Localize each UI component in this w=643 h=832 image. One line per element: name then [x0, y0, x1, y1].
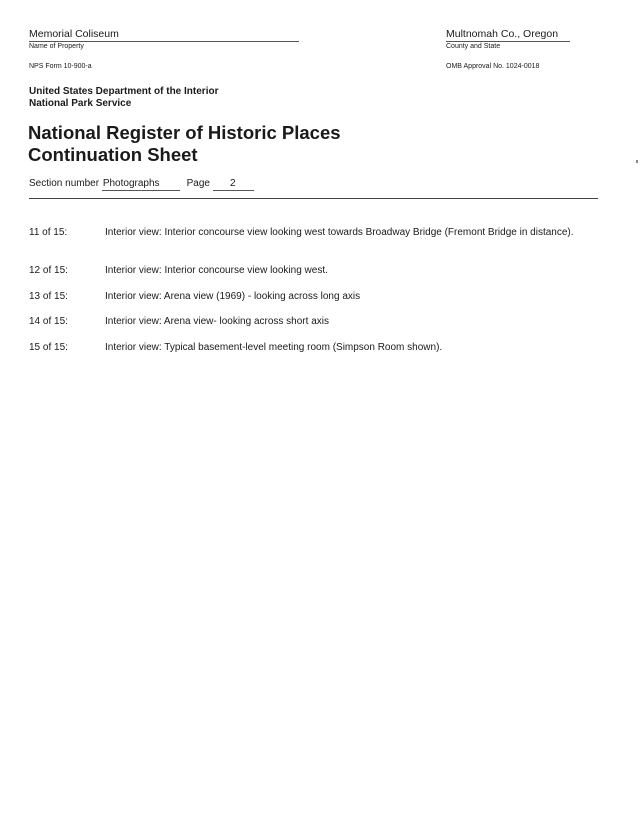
section-value: Photographs — [102, 177, 180, 191]
department-name: United States Department of the Interior — [29, 86, 219, 97]
property-name-caption: Name of Property — [29, 43, 84, 50]
photo-number: 14 of 15: — [29, 316, 68, 327]
photo-number: 12 of 15: — [29, 265, 68, 276]
photo-number: 13 of 15: — [29, 291, 68, 302]
photo-number: 11 of 15: — [29, 227, 68, 238]
agency-name: National Park Service — [29, 98, 132, 109]
photo-number: 15 of 15: — [29, 342, 68, 353]
scan-speck — [636, 160, 638, 163]
page-value: 2 — [213, 177, 254, 191]
divider — [29, 198, 598, 199]
county-state-caption: County and State — [446, 43, 501, 50]
photo-description: Interior view: Interior concourse view looking west. — [105, 265, 328, 276]
form-number: NPS Form 10-900-a — [29, 63, 92, 70]
section-number-line — [29, 177, 254, 191]
photo-description: Interior view: Typical basement-level meeting room (Simpson Room shown). — [105, 342, 443, 353]
section-label: Section number — [29, 178, 100, 189]
omb-approval: OMB Approval No. 1024-0018 — [446, 63, 540, 70]
page-label: Page — [186, 178, 210, 189]
page-title: National Register of Historic Places — [28, 122, 341, 143]
photo-description: Interior view: Arena view- looking across short axis — [105, 316, 329, 327]
county-state: Multnomah Co., Oregon — [446, 28, 570, 42]
page-subtitle: Continuation Sheet — [28, 144, 198, 165]
photo-description: Interior view: Interior concourse view looking west towards Broadway Bridge (Fremont Bridge in distance). — [105, 227, 574, 238]
photo-description: Interior view: Arena view (1969) - looking across long axis — [105, 291, 361, 302]
property-name: Memorial Coliseum — [29, 28, 299, 42]
